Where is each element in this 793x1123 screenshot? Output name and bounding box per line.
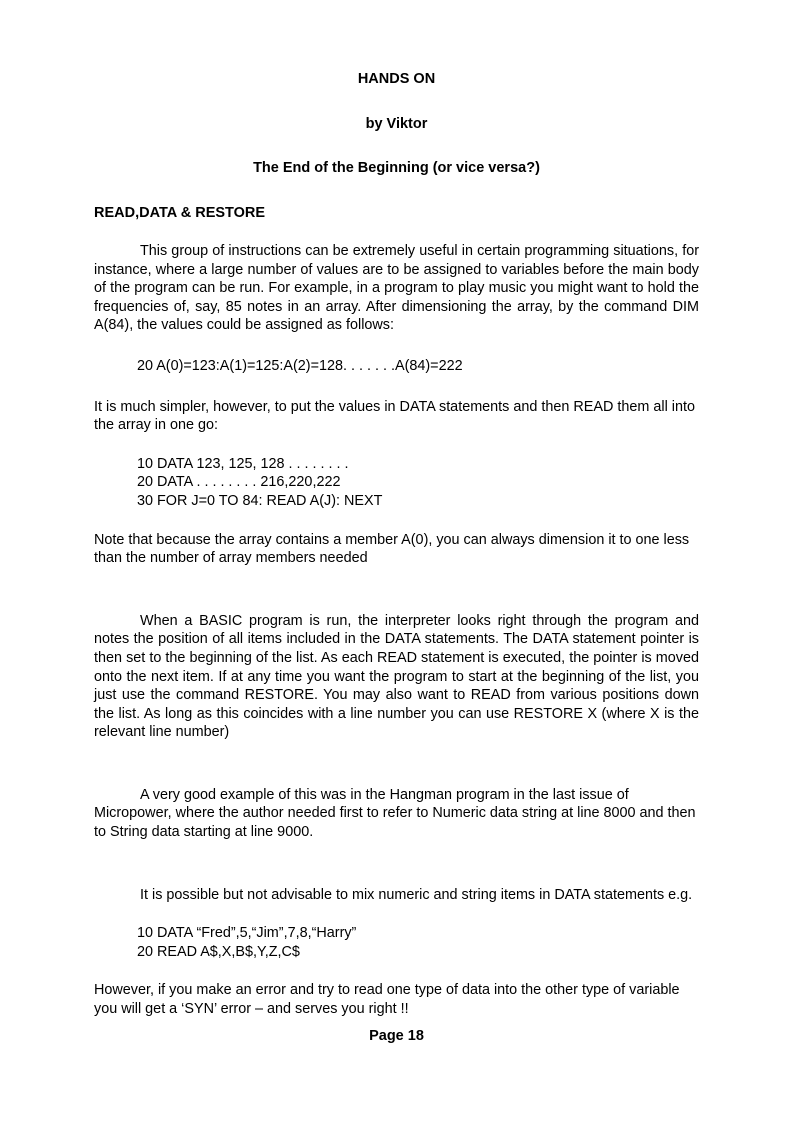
spacer bbox=[94, 335, 699, 357]
code-block-data-statements bbox=[94, 455, 699, 511]
spacer bbox=[94, 742, 699, 786]
section-heading: READ,DATA & RESTORE bbox=[94, 204, 266, 221]
page-title: HANDS ON bbox=[357, 71, 436, 87]
paragraph-interpreter: When a BASIC program is run, the interpreter looks right through the program and notes the position of all items included in the DATA statements. The DATA statement pointer is then set to the beginning of the list. As each READ statement is executed, the pointer is moved onto the next item. If at any time you want the program to start at the beginning of the list, you just use the command RESTORE. You may also want to READ from various positions down the list. As long as this coincides with a line number you can use RESTORE X (where X is the relevant line number) bbox=[94, 612, 699, 741]
paragraph-intro: This group of instructions can be extremely useful in certain programming situations, for instance, where a large number of values are to be assigned to variables before the main body of the program can be run. For example, in a program to play music you might want to hold the frequencies of, say, 85 notes in an array. After dimensioning the array, by the command DIM A(84), the values could be assigned as follows: bbox=[94, 243, 699, 334]
spacer bbox=[94, 376, 699, 398]
spacer bbox=[94, 435, 699, 455]
paragraph-hangman: A very good example of this was in the Hangman program in the last issue of Micropower, where the author needed first to refer to Numeric data string at line 8000 and then to String data starting at line 9000. bbox=[94, 786, 696, 841]
article-author: by Viktor bbox=[365, 115, 428, 132]
code-line: 10 DATA “Fred”,5,“Jim”,7,8,“Harry” bbox=[137, 925, 357, 942]
spacer bbox=[94, 220, 699, 242]
spacer bbox=[94, 568, 699, 612]
paragraph-syn-error: However, if you make an error and try to read one type of data into the other type of variable you will get a ‘SYN’ error – and serves you right !! bbox=[94, 982, 680, 1018]
page-number-footer: Page 18 bbox=[369, 1028, 424, 1044]
spacer bbox=[94, 511, 699, 531]
code-line: 10 DATA 123, 125, 128 . . . . . . . . bbox=[137, 455, 349, 472]
spacer bbox=[94, 842, 699, 886]
article-subtitle: The End of the Beginning (or vice versa?) bbox=[253, 160, 540, 176]
document-content bbox=[94, 0, 699, 1019]
code-block-array-assign bbox=[94, 357, 699, 376]
code-line: 20 READ A$,X,B$,Y,Z,C$ bbox=[137, 943, 300, 960]
paragraph-data-read: It is much simpler, however, to put the values in DATA statements and then READ them all into the array in one go: bbox=[94, 398, 695, 434]
code-block-mixed-data bbox=[94, 924, 699, 961]
code-line: 30 FOR J=0 TO 84: READ A(J): NEXT bbox=[137, 492, 383, 509]
paragraph-mixed-types: It is possible but not advisable to mix numeric and string items in DATA statements e.g. bbox=[140, 886, 693, 903]
code-line: 20 A(0)=123:A(1)=125:A(2)=128. . . . . . .A(84)=222 bbox=[137, 357, 463, 374]
spacer bbox=[94, 904, 699, 924]
spacer bbox=[94, 961, 699, 981]
paragraph-array-note: Note that because the array contains a member A(0), you can always dimension it to one less than the number of array members needed bbox=[94, 531, 690, 567]
code-line: 20 DATA . . . . . . . . 216,220,222 bbox=[137, 474, 341, 491]
